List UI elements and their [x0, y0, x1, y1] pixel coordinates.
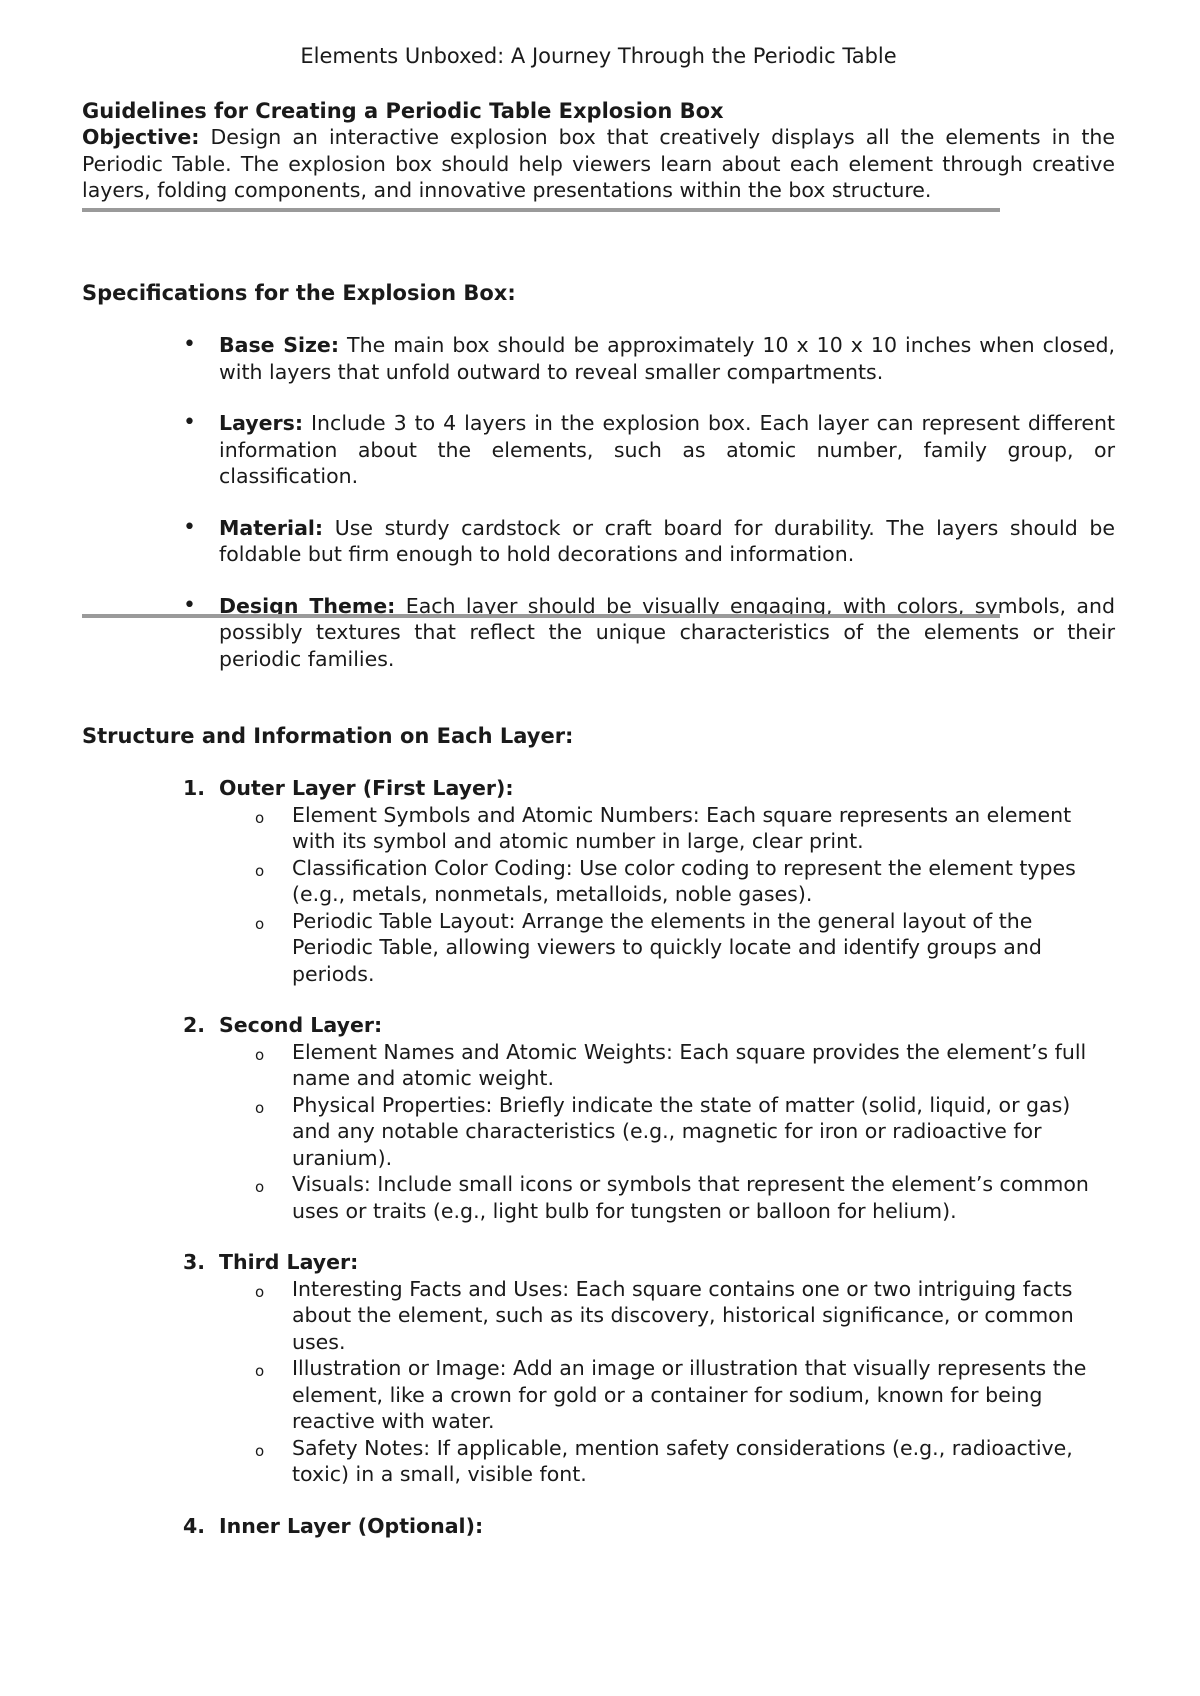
- bullet-icon: •: [183, 332, 196, 357]
- objective-paragraph: [82, 124, 1115, 204]
- layer-detail-item: [219, 1276, 1115, 1356]
- sub-bullet-icon: o: [255, 808, 265, 827]
- layer-detail-text: Element Names and Atomic Weights: Each square provides the element’s full name and atomic weight.: [292, 1039, 1087, 1090]
- bullet-icon: •: [183, 592, 196, 618]
- layer-detail-item: [219, 1092, 1115, 1172]
- layer-detail-list: [219, 1276, 1115, 1488]
- sub-bullet-icon: o: [255, 914, 265, 933]
- layer-title: Inner Layer (Optional):: [219, 1513, 484, 1538]
- structure-heading: Structure and Information on Each Layer:: [82, 724, 574, 748]
- layer-title: Third Layer:: [219, 1250, 359, 1274]
- layer-detail-text: Safety Notes: If applicable, mention safety considerations (e.g., radioactive, toxic) in a small, visible font.: [292, 1435, 1073, 1486]
- layer-number: 4.: [183, 1513, 206, 1538]
- layer-detail-item: [219, 1355, 1115, 1435]
- spec-item-base-size: [82, 332, 1115, 385]
- spec-text: The main box should be approximately 10 x 10 x 10 inches when closed, with layers that unfold outward to reveal smaller compartments.: [219, 333, 1115, 384]
- objective-text: Design an interactive explosion box that creatively displays all the elements in the Periodic Table. The explosion box should help viewers learn about each element through creative layers, folding components, and innovative presentations within the box structure.: [82, 125, 1115, 202]
- layer-detail-text: Physical Properties: Briefly indicate the state of matter (solid, liquid, or gas) and any notable characteristics (e.g., magnetic for iron or radioactive for uranium).: [292, 1092, 1071, 1170]
- layer-title: Outer Layer (First Layer):: [219, 776, 514, 800]
- layer-item-second: [82, 1012, 1115, 1224]
- layer-number: 3.: [183, 1250, 206, 1274]
- specifications-heading: Specifications for the Explosion Box:: [82, 281, 516, 305]
- section-divider: [82, 614, 1000, 618]
- layer-detail-item: [219, 1435, 1115, 1488]
- objective-label: Objective:: [82, 125, 200, 149]
- spec-text: Include 3 to 4 layers in the explosion box. Each layer can represent different information about the elements, such as atomic number, family group, or classification.: [219, 411, 1115, 488]
- layer-detail-item: [219, 855, 1115, 908]
- layer-title: Second Layer:: [219, 1013, 383, 1037]
- layer-detail-item: [219, 1039, 1115, 1092]
- layer-detail-text: Periodic Table Layout: Arrange the elements in the general layout of the Periodic Table, allowing viewers to quickly locate and identify groups and periods.: [292, 908, 1042, 986]
- sub-bullet-icon: o: [255, 1045, 265, 1064]
- bullet-icon: •: [183, 410, 196, 435]
- layer-detail-list: [219, 1039, 1115, 1225]
- layer-item-inner: [82, 1513, 1115, 1540]
- sub-bullet-icon: o: [255, 1282, 265, 1301]
- sub-bullet-icon: o: [255, 1441, 265, 1460]
- layer-detail-text: Classification Color Coding: Use color coding to represent the element types (e.g., metals, nonmetals, metalloids, noble gases).: [292, 855, 1076, 906]
- sub-bullet-icon: o: [255, 1098, 265, 1117]
- spec-item-design-theme: [82, 593, 1115, 673]
- section-divider: [82, 208, 1000, 212]
- spec-label: Base Size:: [219, 333, 340, 357]
- spec-label: Design Theme:: [219, 593, 396, 618]
- spec-text: Each layer should be visually engaging, with colors, symbols, and possibly textures that reflect the unique characteristics of the elements or their periodic families.: [219, 593, 1115, 671]
- spec-label: Layers:: [219, 411, 304, 435]
- layer-detail-text: Interesting Facts and Uses: Each square contains one or two intriguing facts about the element, such as its discovery, historical significance, or common uses.: [292, 1276, 1074, 1354]
- sub-bullet-icon: o: [255, 1178, 265, 1196]
- sub-bullet-icon: o: [255, 861, 265, 880]
- spec-text: Use sturdy cardstock or craft board for durability. The layers should be foldable but firm enough to hold decorations and information.: [219, 515, 1115, 566]
- specifications-list: [82, 332, 1115, 697]
- document-title: Elements Unboxed: A Journey Through the Periodic Table: [300, 44, 897, 68]
- sub-bullet-icon: o: [255, 1362, 265, 1380]
- spec-item-material: [82, 515, 1115, 568]
- layer-item-third: [82, 1249, 1115, 1488]
- layer-detail-item: [219, 1171, 1115, 1224]
- layer-detail-item: [219, 908, 1115, 988]
- layer-detail-list: [219, 802, 1115, 988]
- spec-item-layers: [82, 410, 1115, 490]
- layer-number: 2.: [183, 1013, 206, 1037]
- layer-detail-text: Element Symbols and Atomic Numbers: Each square represents an element with its symbol and atomic number in large, clear print.: [292, 802, 1072, 853]
- layer-detail-text: Illustration or Image: Add an image or illustration that visually represents the element, like a crown for gold or a container for sodium, known for being reactive with water.: [292, 1356, 1087, 1433]
- layer-item-outer: [82, 775, 1115, 987]
- layer-number: 1.: [183, 776, 206, 800]
- bullet-icon: •: [183, 514, 196, 540]
- spec-label: Material:: [219, 515, 324, 540]
- layer-detail-item: [219, 802, 1115, 855]
- layer-detail-text: Visuals: Include small icons or symbols that represent the element’s common uses or traits (e.g., light bulb for tungsten or balloon for helium).: [292, 1172, 1089, 1223]
- layers-list: [82, 775, 1115, 1564]
- guidelines-heading: Guidelines for Creating a Periodic Table Explosion Box: [82, 99, 724, 123]
